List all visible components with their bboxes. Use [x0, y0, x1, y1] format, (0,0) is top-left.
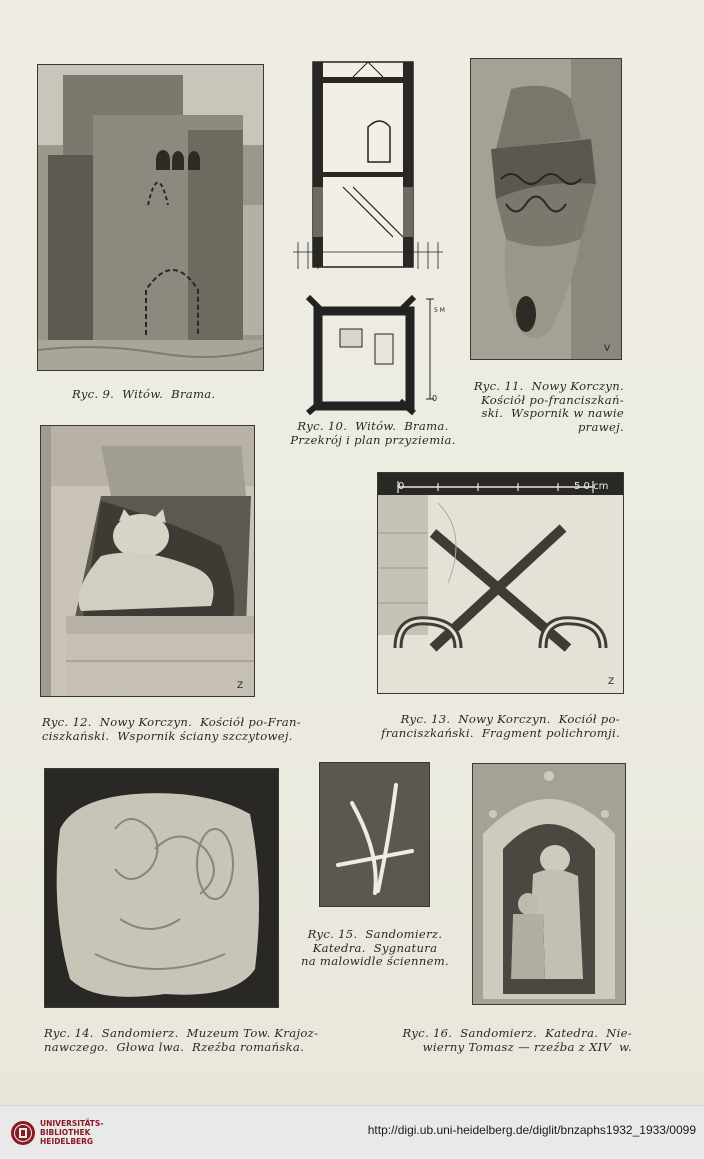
- photo-ryc16-relief: [472, 763, 626, 1005]
- caption-ryc11: Ryc. 11. Nowy Korczyn. Kościół po-franciszkań- ski. Wspornik w nawie prawej.: [473, 379, 624, 434]
- library-logo-text: UNIVERSITÄTS- BIBLIOTHEK HEIDELBERG: [40, 1119, 104, 1146]
- caption-ryc9: Ryc. 9. Witów. Brama.: [72, 387, 216, 401]
- plate-mark-ryc12: Z: [237, 681, 244, 691]
- footer-bar: [0, 1105, 704, 1159]
- caption-ryc12: Ryc. 12. Nowy Korczyn. Kościół po-Fran- ciszkański. Wspornik ściany szczytowej.: [42, 715, 301, 743]
- drawing-ryc10-section: [293, 57, 443, 275]
- caption-ryc14: Ryc. 14. Sandomierz. Muzeum Tow. Krajoz- nawczego. Głowa lwa. Rzeźba romańska.: [44, 1026, 319, 1054]
- caption-ryc10: Ryc. 10. Witów. Brama. Przekrój i plan przyziemia.: [290, 419, 456, 447]
- scale-label-5m: 5 M: [434, 307, 445, 314]
- source-url-link[interactable]: http://digi.ub.uni-heidelberg.de/diglit/bnzaphs1932_1933/0099: [367, 1123, 696, 1137]
- photo-ryc9-gate: [37, 64, 264, 371]
- scale-label-0: 0: [432, 394, 438, 403]
- caption-ryc15: Ryc. 15. Sandomierz. Katedra. Sygnatura na malowidle ściennem.: [300, 927, 450, 969]
- photo-ryc15-signature: [319, 762, 430, 907]
- caption-ryc13: Ryc. 13. Nowy Korczyn. Kociół po- franciszkański. Fragment polichromji.: [381, 712, 620, 740]
- photo-ryc12-lion-bracket: [40, 425, 255, 697]
- plate-mark-ryc11: V: [604, 344, 611, 354]
- plate-mark-ryc13: Z: [608, 677, 615, 687]
- ruler-label-50: 5 0 cm: [574, 481, 609, 492]
- caption-ryc16: Ryc. 16. Sandomierz. Katedra. Nie- wierny Tomasz — rzeźba z XIV w.: [402, 1026, 632, 1054]
- university-seal-icon: [10, 1120, 36, 1146]
- photo-ryc11-bracket: [470, 58, 622, 360]
- drawing-ryc10-plan: [300, 289, 450, 419]
- photo-ryc13-polychrome: [377, 472, 624, 694]
- ruler-label-0: 0: [398, 481, 405, 492]
- photo-ryc14-lion-head: [44, 768, 279, 1008]
